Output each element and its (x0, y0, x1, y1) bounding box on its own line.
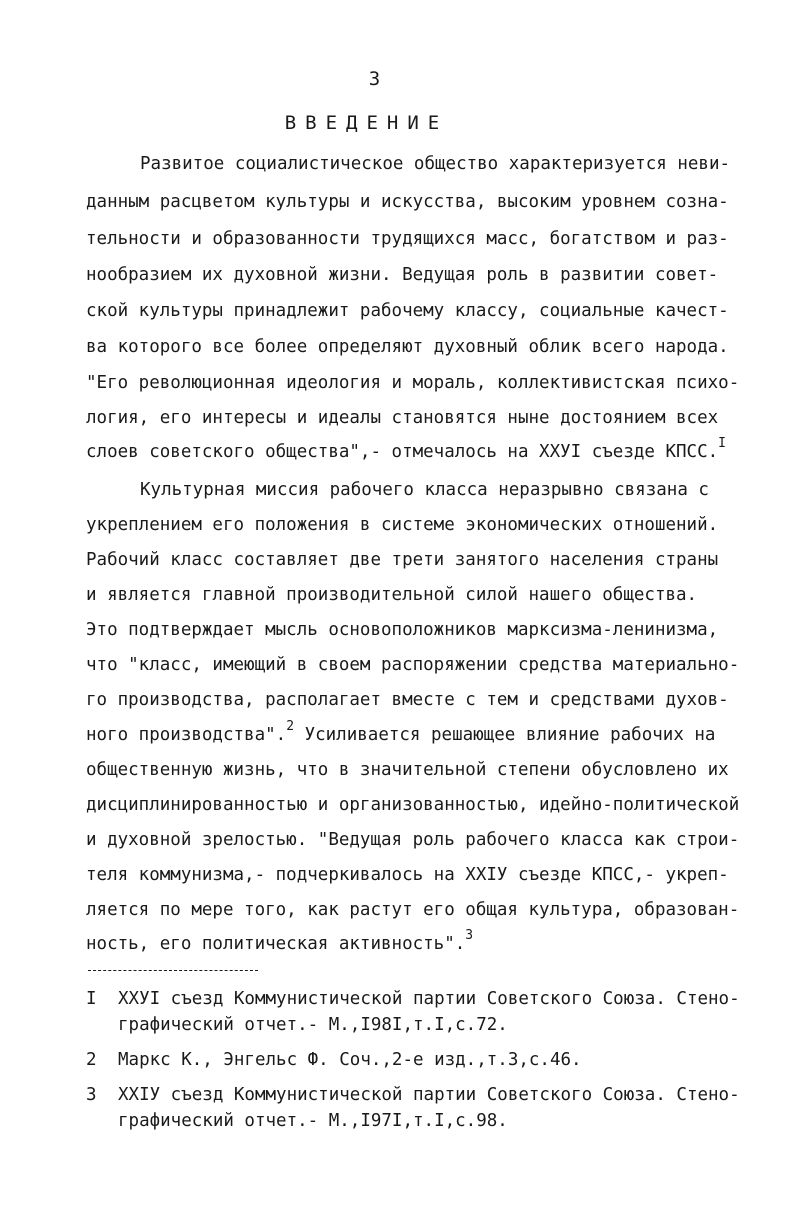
page-number: 3 (368, 68, 381, 90)
text-line: ляется по мере того, как растут его общая культура, образован- (86, 900, 740, 920)
text-line: общественную жизнь, что в значительной степени обусловлено их (86, 760, 729, 780)
footnote-number: 2 (86, 1050, 97, 1070)
footnote-number: I (86, 989, 97, 1009)
text-line: ской культуры принадлежит рабочему классу, социальные качест- (86, 301, 729, 321)
text-line: го производства, располагает вместе с тем и средствами духов- (86, 690, 729, 710)
text-line: нообразием их духовной жизни. Ведущая роль в развитии совет- (86, 265, 719, 285)
text-line: тельности и образованности трудящихся масс, богатством и раз- (86, 229, 729, 249)
text-line-content: Усиливается решающее влияние рабочих на (304, 725, 716, 745)
footnote-text: Маркс К., Энгельс Ф. Соч.,2-е изд.,т.3,с.46. (118, 1050, 582, 1070)
text-line: и духовной зрелостью. "Ведущая роль рабочего класса как строи- (86, 830, 740, 850)
text-line: Развитое социалистическое общество характеризуется неви- (140, 154, 731, 174)
footnote-text: графический отчет.- М.,I98I,т.I,с.72. (118, 1015, 508, 1035)
footnote-separator (88, 970, 258, 971)
text-line (86, 436, 766, 463)
text-line: ва которого все более определяют духовный облик всего народа. (86, 337, 729, 357)
footnote-number: 3 (86, 1085, 97, 1105)
text-line: логия, его интересы и идеалы становятся ныне достоянием всех (86, 408, 719, 428)
text-line: "Его революционная идеология и мораль, коллективистская психо- (86, 373, 740, 393)
footnote-text: ХХIУ съезд Коммунистической партии Советского Союза. Стено- (118, 1085, 740, 1105)
text-line: дисциплинированностью и организованностью, идейно-политической (86, 795, 740, 815)
text-line: Это подтверждает мысль основоположников марксизма-ленинизма, (86, 620, 719, 640)
footnote-text: ХХУI съезд Коммунистической партии Советского Союза. Стено- (118, 989, 740, 1009)
footnote-ref: 3 (465, 928, 474, 943)
text-line-content: слоев советского общества",- отмечалось на ХХУI съезде КПСС. (86, 442, 719, 462)
text-line (86, 928, 766, 955)
footnote-text: графический отчет.- М.,I97I,т.I,с.98. (118, 1111, 508, 1131)
text-line-content: ного производства". (86, 725, 287, 745)
text-line: данным расцветом культуры и искусства, высоким уровнем созна- (86, 192, 729, 212)
text-line-content: ность, его политическая активность". (86, 934, 466, 954)
text-line: Культурная миссия рабочего класса неразрывно связана с (140, 480, 709, 500)
text-line: что "класс, имеющий в своем распоряжении средства материально- (86, 655, 740, 675)
text-line (86, 719, 766, 746)
footnote-ref: 2 (286, 719, 295, 734)
text-line: укреплением его положения в системе экономических отношений. (86, 515, 719, 535)
text-line: Рабочий класс составляет две трети занятого населения страны (86, 550, 719, 570)
text-line: теля коммунизма,- подчеркивалось на ХХIУ съезде КПСС,- укреп- (86, 865, 729, 885)
text-line: и является главной производительной силой нашего общества. (86, 585, 698, 605)
footnote-ref: I (718, 436, 726, 451)
page-title: ВВЕДЕНИЕ (284, 112, 449, 134)
